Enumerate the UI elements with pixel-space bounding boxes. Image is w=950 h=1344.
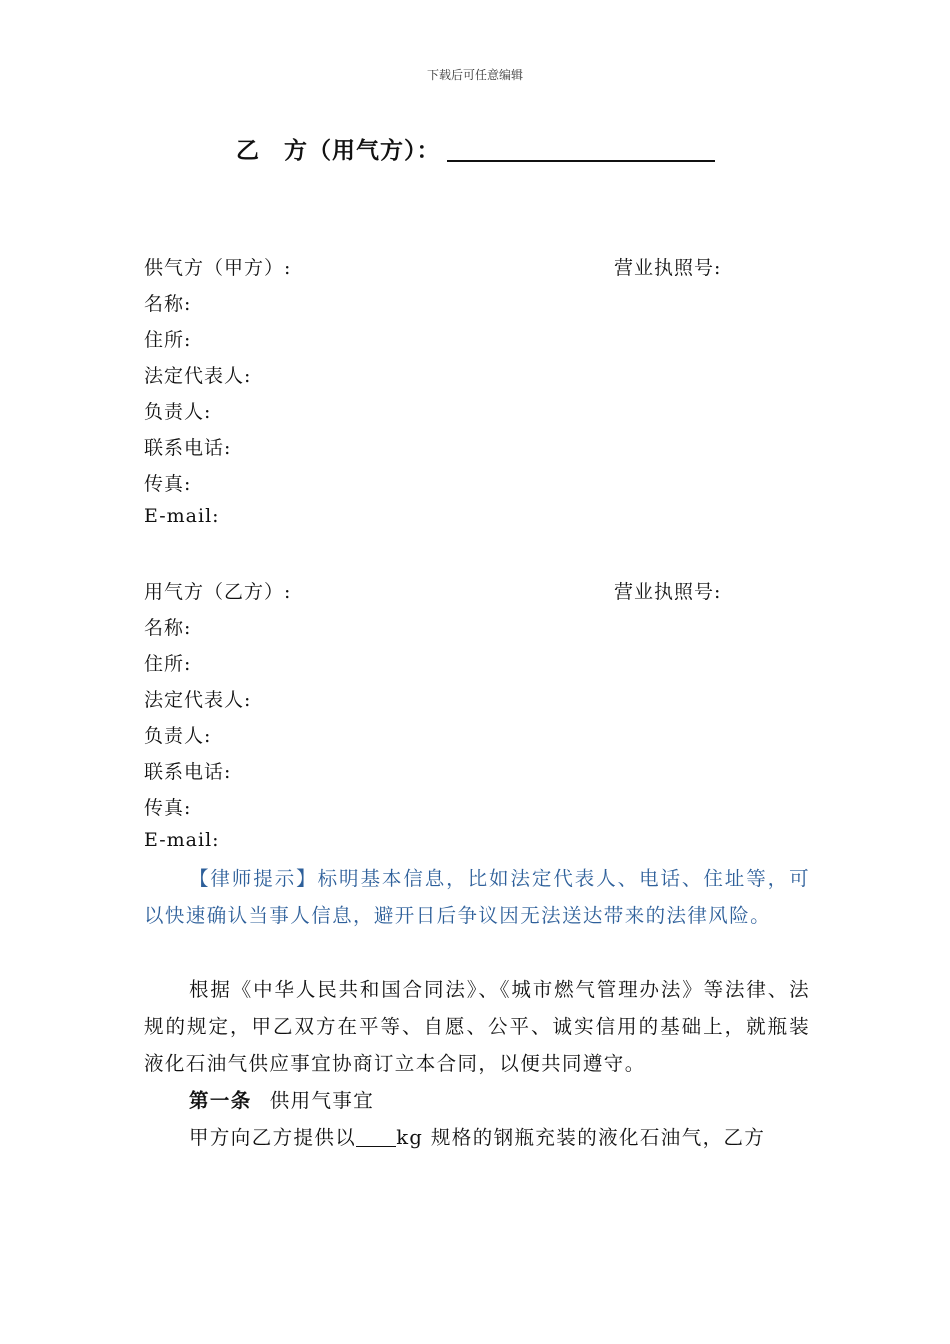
party-a-field-legal-rep: 法定代表人:: [144, 365, 252, 387]
party-b-title: [236, 132, 715, 165]
party-b-license-label: 营业执照号:: [614, 581, 722, 603]
title-text: 乙 方（用气方）：: [236, 137, 441, 164]
party-b-field-email: E-mail:: [144, 829, 220, 851]
party-b-field-fax: 传真:: [144, 797, 192, 819]
party-b-field-name: 名称:: [144, 617, 192, 639]
party-a-field-fax: 传真:: [144, 473, 192, 495]
party-a-license-label: 营业执照号:: [614, 257, 722, 279]
party-b-field-address: 住所:: [144, 653, 192, 675]
party-a-field-address: 住所:: [144, 329, 192, 351]
party-a-field-phone: 联系电话:: [144, 437, 232, 459]
supply-text-after: kg 规格的钢瓶充装的液化石油气，乙方: [396, 1126, 766, 1149]
party-a-field-responsible: 负责人:: [144, 401, 212, 423]
party-a-heading: 供气方（甲方）:: [144, 257, 292, 279]
supply-clause: [144, 1119, 810, 1156]
party-a-field-email: E-mail:: [144, 505, 220, 527]
article-1-heading: [144, 1082, 810, 1119]
party-b-field-phone: 联系电话:: [144, 761, 232, 783]
title-blank-line: [447, 138, 715, 162]
header-note: 下载后可任意编辑: [426, 68, 523, 82]
party-b-heading: 用气方（乙方）:: [144, 581, 292, 603]
party-b-field-legal-rep: 法定代表人:: [144, 689, 252, 711]
supply-text-before: 甲方向乙方提供以: [189, 1126, 357, 1149]
cylinder-size-blank: [356, 1128, 396, 1147]
party-a-field-name: 名称:: [144, 293, 192, 315]
party-b-field-responsible: 负责人:: [144, 725, 212, 747]
article-1-title: 供用气事宜: [269, 1089, 375, 1112]
article-1-number: 第一条: [189, 1089, 252, 1112]
legal-basis-paragraph: 根据《中华人民共和国合同法》、《城市燃气管理办法》等法律、法规的规定，甲乙双方在平等、自愿、公平、诚实信用的基础上，就瓶装液化石油气供应事宜协商订立本合同，以便共同遵守。: [144, 978, 810, 1075]
lawyer-tip: 【律师提示】标明基本信息，比如法定代表人、电话、住址等，可以快速确认当事人信息，避开日后争议因无法送达带来的法律风险。: [144, 867, 810, 927]
